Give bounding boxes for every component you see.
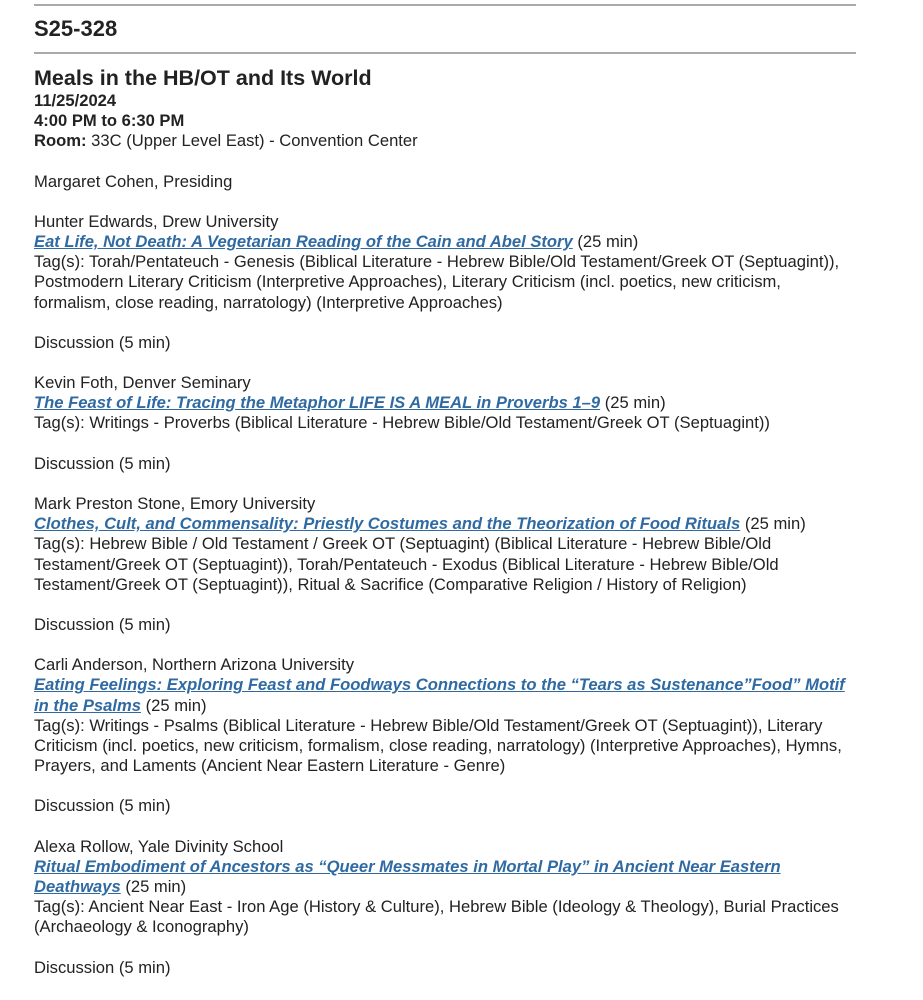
presenter: Hunter Edwards, Drew University [34, 211, 279, 231]
paper-list [34, 212, 856, 998]
presenter: Alexa Rollow, Yale Divinity School [34, 836, 284, 856]
discussion: Discussion (5 min) [34, 957, 171, 977]
session-time: 4:00 PM to 6:30 PM [34, 111, 185, 131]
presenter: Kevin Foth, Denver Seminary [34, 373, 251, 393]
paper-duration: (25 min) [145, 695, 207, 715]
paper-item [34, 655, 856, 836]
session-code: S25-328 [34, 16, 118, 41]
session-date: 11/25/2024 [34, 91, 117, 110]
session-room [34, 131, 856, 151]
paper-title-link[interactable]: Ritual Embodiment of Ancestors as “Queer Messmates in Mortal Play” in Ancient Near Eastern Deathways [34, 856, 781, 896]
paper-title-line [34, 857, 856, 897]
paper-title-link[interactable]: Clothes, Cult, and Commensality: Priestly Costumes and the Theorization of Food Rituals [34, 514, 741, 534]
paper-duration: (25 min) [125, 876, 187, 896]
paper-title-line [34, 232, 856, 252]
paper-item [34, 212, 856, 373]
paper-tags: Tag(s): Writings - Proverbs (Biblical Literature - Hebrew Bible/Old Testament/Greek OT (Septuagint)) [34, 413, 770, 433]
room-label: Room: [34, 131, 87, 151]
paper-duration: (25 min) [604, 393, 666, 413]
paper-item [34, 837, 856, 998]
divider [34, 52, 856, 54]
room-value: 33C (Upper Level East) - Convention Center [91, 131, 418, 151]
paper-tags: Tag(s): Hebrew Bible / Old Testament / Greek OT (Septuagint) (Biblical Literature - Hebrew Bible/Old Testament/Greek OT (Septuagint)), Torah/Pentateuch - Exodus (Biblical Literature - Hebrew Bible/Old Testament/Greek OT (Septuagint)), Ritual & Sacrifice (Comparative Religion / History of Religion) [34, 534, 779, 594]
paper-title-link[interactable]: The Feast of Life: Tracing the Metaphor LIFE IS A MEAL in Proverbs 1–9 [34, 393, 601, 413]
presenter: Carli Anderson, Northern Arizona University [34, 655, 355, 675]
paper-duration: (25 min) [744, 514, 806, 534]
paper-tags: Tag(s): Writings - Psalms (Biblical Literature - Hebrew Bible/Old Testament/Greek OT (Septuagint)), Literary Criticism (incl. poetics, new criticism, formalism, close reading, narratology) (Interpretive Approaches), Hymns, Prayers, and Laments (Ancient Near Eastern Literature - Genre) [34, 715, 842, 776]
paper-title-line [34, 514, 856, 534]
paper-title-line [34, 675, 856, 715]
discussion: Discussion (5 min) [34, 453, 171, 473]
discussion: Discussion (5 min) [34, 332, 171, 352]
presiding: Margaret Cohen, Presiding [34, 171, 233, 191]
session-page [34, 0, 856, 998]
paper-item [34, 494, 856, 655]
discussion: Discussion (5 min) [34, 614, 171, 634]
paper-tags: Tag(s): Ancient Near East - Iron Age (History & Culture), Hebrew Bible (Ideology & Theology), Burial Practices (Archaeology & Iconography) [34, 897, 839, 937]
discussion: Discussion (5 min) [34, 796, 171, 816]
top-divider [34, 4, 856, 6]
paper-tags: Tag(s): Torah/Pentateuch - Genesis (Biblical Literature - Hebrew Bible/Old Testament/Greek OT (Septuagint)), Postmodern Literary Criticism (Interpretive Approaches), Literary Criticism (incl. poetics, new criticism, formalism, close reading, narratology) (Interpretive Approaches) [34, 252, 840, 312]
paper-title-link[interactable]: Eat Life, Not Death: A Vegetarian Reading of the Cain and Abel Story [34, 232, 573, 252]
paper-item [34, 373, 856, 494]
paper-title-line [34, 393, 856, 413]
presenter: Mark Preston Stone, Emory University [34, 494, 316, 514]
session-title: Meals in the HB/OT and Its World [34, 66, 372, 90]
paper-title-link[interactable]: Eating Feelings: Exploring Feast and Foodways Connections to the “Tears as Sustenance”Food” Motif in the Psalms [34, 675, 845, 715]
paper-duration: (25 min) [577, 232, 639, 252]
